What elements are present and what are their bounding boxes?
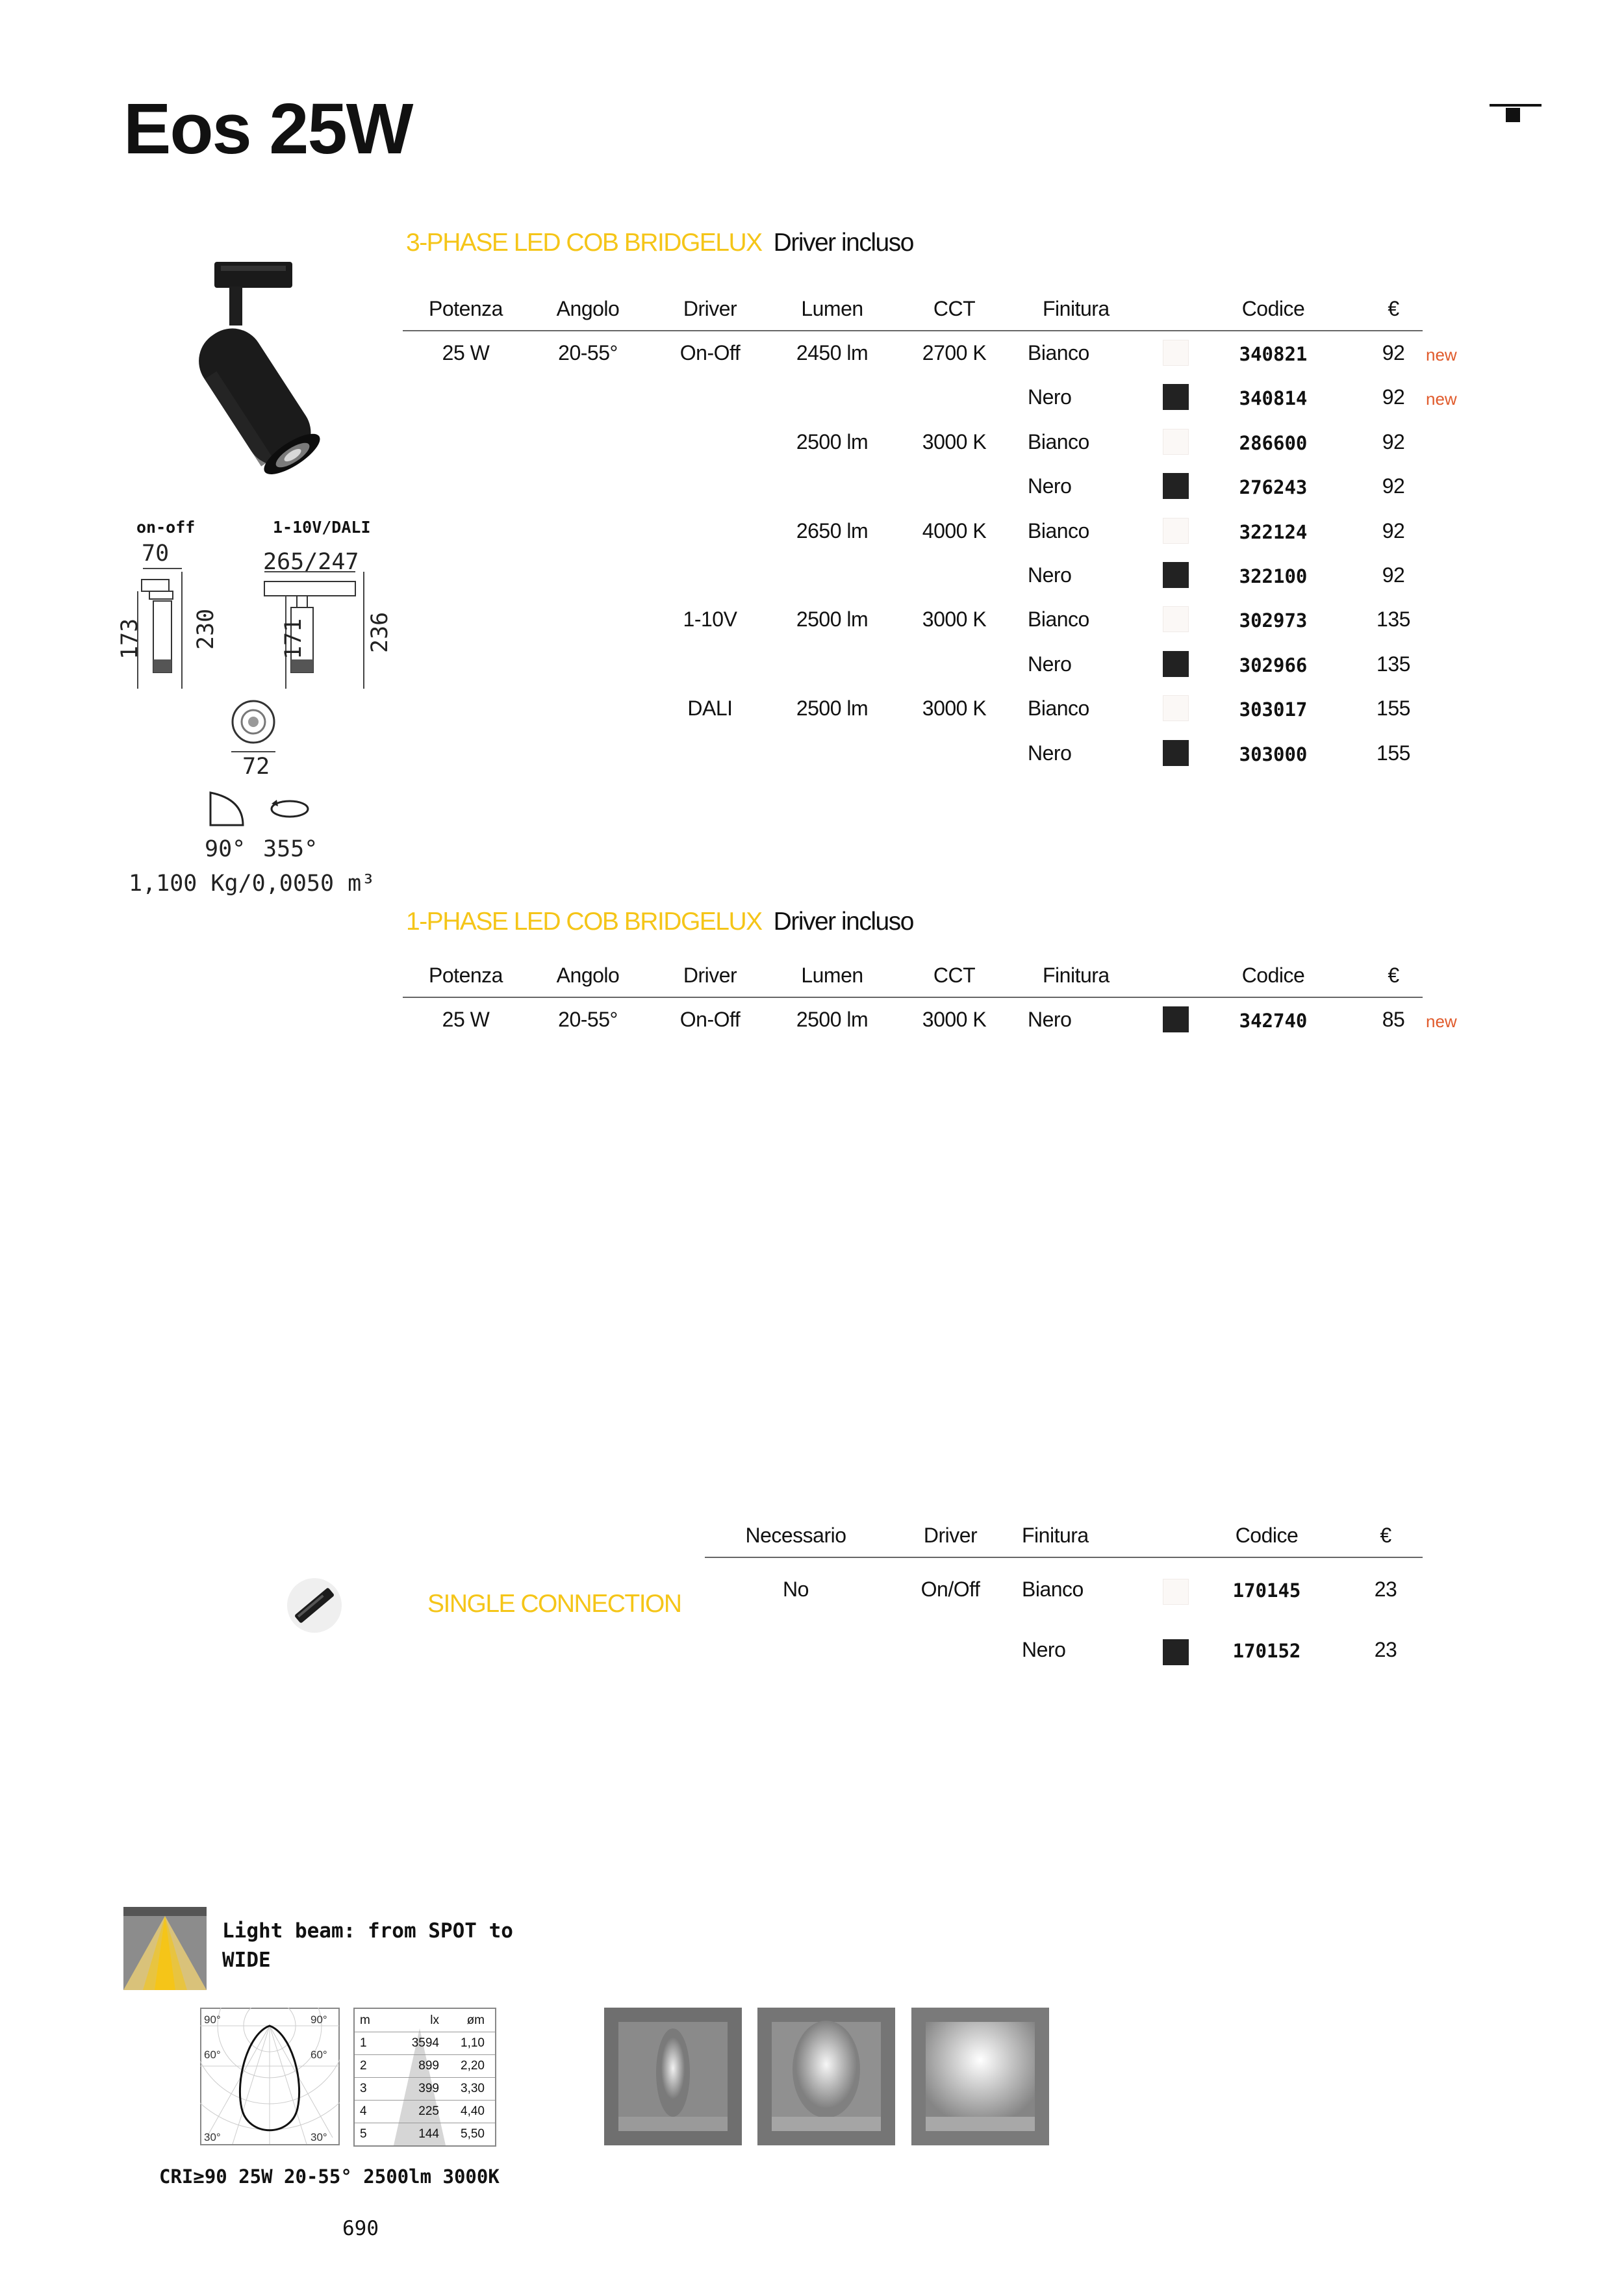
cell-prezzo: 92	[1382, 563, 1405, 587]
cell-necessario: No	[783, 1578, 809, 1601]
th-angolo: Angolo	[556, 964, 620, 987]
lux-cell: 5,50	[461, 2127, 485, 2141]
polar-label-left-90: 90°	[204, 2013, 221, 2026]
cell-codice: 340814	[1239, 387, 1308, 410]
color-swatch	[1163, 518, 1189, 544]
section1-heading-black: Driver incluso	[773, 229, 913, 257]
cell-driver: DALI	[687, 696, 733, 721]
th-potenza: Potenza	[429, 964, 503, 987]
cell-lumen: 2500 lm	[796, 429, 869, 454]
cell-codice: 302973	[1239, 609, 1308, 632]
cell-codice: 340821	[1239, 343, 1308, 365]
cell-codice: 322100	[1239, 565, 1308, 587]
th-angolo: Angolo	[556, 297, 620, 320]
cell-prezzo: 23	[1374, 1638, 1397, 1661]
th-driver: Driver	[923, 1524, 978, 1547]
lux-cell: 2	[360, 2059, 367, 2073]
cell-prezzo: 85	[1382, 1008, 1405, 1031]
color-swatch	[1163, 473, 1189, 499]
cell-potenza: 25 W	[442, 341, 490, 364]
lux-cell: 3	[360, 2082, 367, 2095]
cell-finitura: Nero	[1022, 1638, 1066, 1661]
cell-codice: 276243	[1239, 476, 1308, 499]
cell-lumen: 2500 lm	[796, 607, 869, 632]
th-codice: Codice	[1241, 297, 1305, 320]
cell-codice: 286600	[1239, 431, 1308, 454]
lux-row	[355, 2032, 495, 2055]
cell-finitura: Bianco	[1028, 607, 1089, 632]
lux-cell: 4,40	[461, 2104, 485, 2118]
cell-driver: On-Off	[679, 1008, 741, 1031]
lux-cell: 1	[360, 2036, 367, 2050]
header-divider-price	[1350, 330, 1423, 331]
cell-prezzo: 92	[1382, 474, 1405, 498]
cell-codice: 303017	[1239, 698, 1308, 721]
cell-angolo: 20-55°	[558, 341, 618, 364]
cell-finitura: Bianco	[1022, 1578, 1084, 1601]
cell-cct: 3000 K	[922, 1008, 987, 1031]
cell-finitura: Nero	[1028, 652, 1072, 676]
cell-codice: 170152	[1232, 1640, 1301, 1662]
weight-volume: 1,100 Kg/0,0050 m³	[129, 871, 375, 897]
dim-230: 230	[193, 608, 219, 650]
cell-prezzo: 135	[1377, 607, 1410, 632]
header-divider	[705, 1557, 1356, 1558]
dim-171: 171	[281, 618, 307, 659]
cell-lumen: 2500 lm	[796, 1008, 869, 1031]
cell-angolo: 20-55°	[558, 1008, 618, 1031]
polar-label-left-30: 30°	[204, 2131, 221, 2143]
color-swatch	[1163, 1579, 1189, 1605]
lux-table	[353, 2008, 496, 2147]
th-lumen: Lumen	[801, 964, 863, 987]
lux-cell: 1,10	[461, 2036, 485, 2050]
lux-row	[355, 2100, 495, 2123]
lux-row	[355, 2123, 495, 2145]
th-lumen: Lumen	[801, 297, 863, 320]
lux-cell: 399	[418, 2082, 439, 2095]
section1-heading-yellow: 3-PHASE LED COB BRIDGELUX	[406, 229, 762, 257]
lux-cell: 3,30	[461, 2082, 485, 2095]
header-divider	[403, 330, 1423, 331]
th-driver: Driver	[683, 297, 737, 320]
th-prezzo: €	[1380, 1524, 1391, 1547]
cell-driver: On/Off	[920, 1578, 980, 1601]
new-badge: new	[1426, 389, 1457, 409]
header-divider	[403, 997, 1423, 998]
beam-photo-wide	[911, 2008, 1049, 2145]
color-swatch	[1163, 695, 1189, 721]
beam-photo-medium	[757, 2008, 895, 2145]
dim-70: 70	[142, 541, 170, 567]
header-divider-price	[1350, 997, 1423, 998]
light-beam-icon	[123, 1907, 207, 1990]
th-codice: Codice	[1241, 964, 1305, 987]
spec-line: CRI≥90 25W 20-55° 2500lm 3000K	[159, 2165, 500, 2188]
lux-cell: 225	[418, 2104, 439, 2118]
cell-finitura: Bianco	[1028, 429, 1089, 454]
product-image	[159, 257, 354, 494]
cell-lumen: 2500 lm	[796, 696, 869, 721]
polar-label-right-60: 60°	[311, 2049, 327, 2061]
lux-cell: 2,20	[461, 2059, 485, 2073]
corner-mark-line	[1490, 104, 1542, 107]
lux-cell: 5	[360, 2127, 367, 2141]
th-finitura: Finitura	[1043, 964, 1110, 987]
light-beam-text	[222, 1917, 513, 1975]
lux-cell: 4	[360, 2104, 367, 2118]
cell-codice: 322124	[1239, 520, 1308, 543]
lux-header-row	[355, 2009, 495, 2032]
cell-prezzo: 92	[1382, 518, 1405, 543]
lux-header-cell: m	[360, 2013, 370, 2027]
section1-heading	[406, 229, 913, 257]
angle-355: 355°	[263, 836, 318, 862]
cell-prezzo: 92	[1382, 385, 1405, 409]
header-divider-price	[1350, 1557, 1423, 1558]
cell-prezzo: 92	[1382, 429, 1405, 454]
cell-finitura: Nero	[1028, 741, 1072, 765]
page-title: Eos 25W	[123, 89, 412, 169]
th-driver: Driver	[683, 964, 737, 987]
corner-mark-square	[1506, 108, 1520, 122]
lux-header-cell: øm	[466, 2013, 485, 2027]
th-necessario: Necessario	[745, 1524, 846, 1547]
th-potenza: Potenza	[429, 297, 503, 320]
cell-finitura: Bianco	[1028, 696, 1089, 721]
dim-236: 236	[367, 611, 393, 653]
lux-header-cell: lx	[430, 2013, 439, 2027]
angle-90: 90°	[205, 836, 246, 862]
cell-finitura: Nero	[1028, 474, 1072, 498]
color-swatch	[1163, 384, 1189, 410]
section2-heading-black: Driver incluso	[773, 908, 913, 936]
connector-image	[285, 1576, 344, 1635]
cell-finitura: Bianco	[1028, 518, 1089, 543]
section2-heading	[406, 908, 913, 936]
beam-photo-spot	[604, 2008, 742, 2145]
color-swatch	[1163, 429, 1189, 455]
polar-label-right-30: 30°	[311, 2131, 327, 2143]
cell-prezzo: 135	[1377, 652, 1410, 676]
cell-cct: 3000 K	[922, 429, 987, 454]
cell-prezzo: 155	[1377, 696, 1410, 721]
new-badge: new	[1426, 1012, 1457, 1031]
color-swatch	[1163, 1006, 1189, 1032]
color-swatch	[1163, 606, 1189, 632]
lux-row	[355, 2054, 495, 2078]
cell-driver: On-Off	[679, 341, 741, 364]
th-finitura: Finitura	[1022, 1524, 1089, 1547]
cell-codice: 302966	[1239, 654, 1308, 676]
polar-label-left-60: 60°	[204, 2049, 221, 2061]
th-prezzo: €	[1388, 297, 1399, 320]
light-beam-text-line2: WIDE	[222, 1948, 271, 1972]
polar-label-right-90: 90°	[311, 2013, 327, 2026]
lux-row	[355, 2077, 495, 2101]
page-number: 690	[342, 2217, 379, 2240]
cell-prezzo: 23	[1374, 1578, 1397, 1601]
color-swatch	[1163, 1639, 1189, 1665]
section3-label: SINGLE CONNECTION	[427, 1590, 681, 1618]
color-swatch	[1163, 340, 1189, 366]
polar-diagram	[200, 2008, 340, 2145]
cell-cct: 2700 K	[922, 341, 987, 364]
color-swatch	[1163, 740, 1189, 766]
lux-cell: 3594	[411, 2036, 439, 2050]
dim-173: 173	[117, 618, 143, 659]
cell-driver: 1-10V	[683, 607, 737, 632]
th-prezzo: €	[1388, 964, 1399, 987]
front-view-drawing	[227, 698, 279, 757]
label-dali: 1-10V/DALI	[273, 518, 371, 537]
th-finitura: Finitura	[1043, 297, 1110, 320]
cell-finitura: Bianco	[1028, 341, 1089, 364]
color-swatch	[1163, 562, 1189, 588]
cell-finitura: Nero	[1028, 385, 1072, 409]
lux-cell: 899	[418, 2059, 439, 2073]
dimension-drawing	[130, 565, 403, 695]
rotation-icons	[207, 789, 324, 841]
cell-finitura: Nero	[1028, 563, 1072, 587]
cell-codice: 170145	[1232, 1579, 1301, 1602]
cell-lumen: 2650 lm	[796, 518, 869, 543]
label-onoff: on-off	[136, 518, 196, 537]
cell-codice: 303000	[1239, 743, 1308, 765]
th-codice: Codice	[1235, 1524, 1299, 1547]
light-beam-text-line1: Light beam: from SPOT to	[222, 1919, 513, 1943]
cell-prezzo: 92	[1382, 341, 1405, 364]
lux-cell: 144	[418, 2127, 439, 2141]
cell-potenza: 25 W	[442, 1008, 490, 1031]
cell-cct: 4000 K	[922, 518, 987, 543]
th-cct: CCT	[933, 297, 976, 320]
cell-lumen: 2450 lm	[796, 341, 869, 364]
th-cct: CCT	[933, 964, 976, 987]
color-swatch	[1163, 651, 1189, 677]
cell-cct: 3000 K	[922, 607, 987, 632]
new-badge: new	[1426, 345, 1457, 364]
cell-cct: 3000 K	[922, 696, 987, 721]
cell-finitura: Nero	[1028, 1008, 1072, 1031]
dim-72: 72	[242, 754, 270, 780]
section2-heading-yellow: 1-PHASE LED COB BRIDGELUX	[406, 908, 762, 936]
dim-265: 265/247	[263, 549, 359, 575]
cell-codice: 342740	[1239, 1010, 1308, 1032]
cell-prezzo: 155	[1377, 741, 1410, 765]
